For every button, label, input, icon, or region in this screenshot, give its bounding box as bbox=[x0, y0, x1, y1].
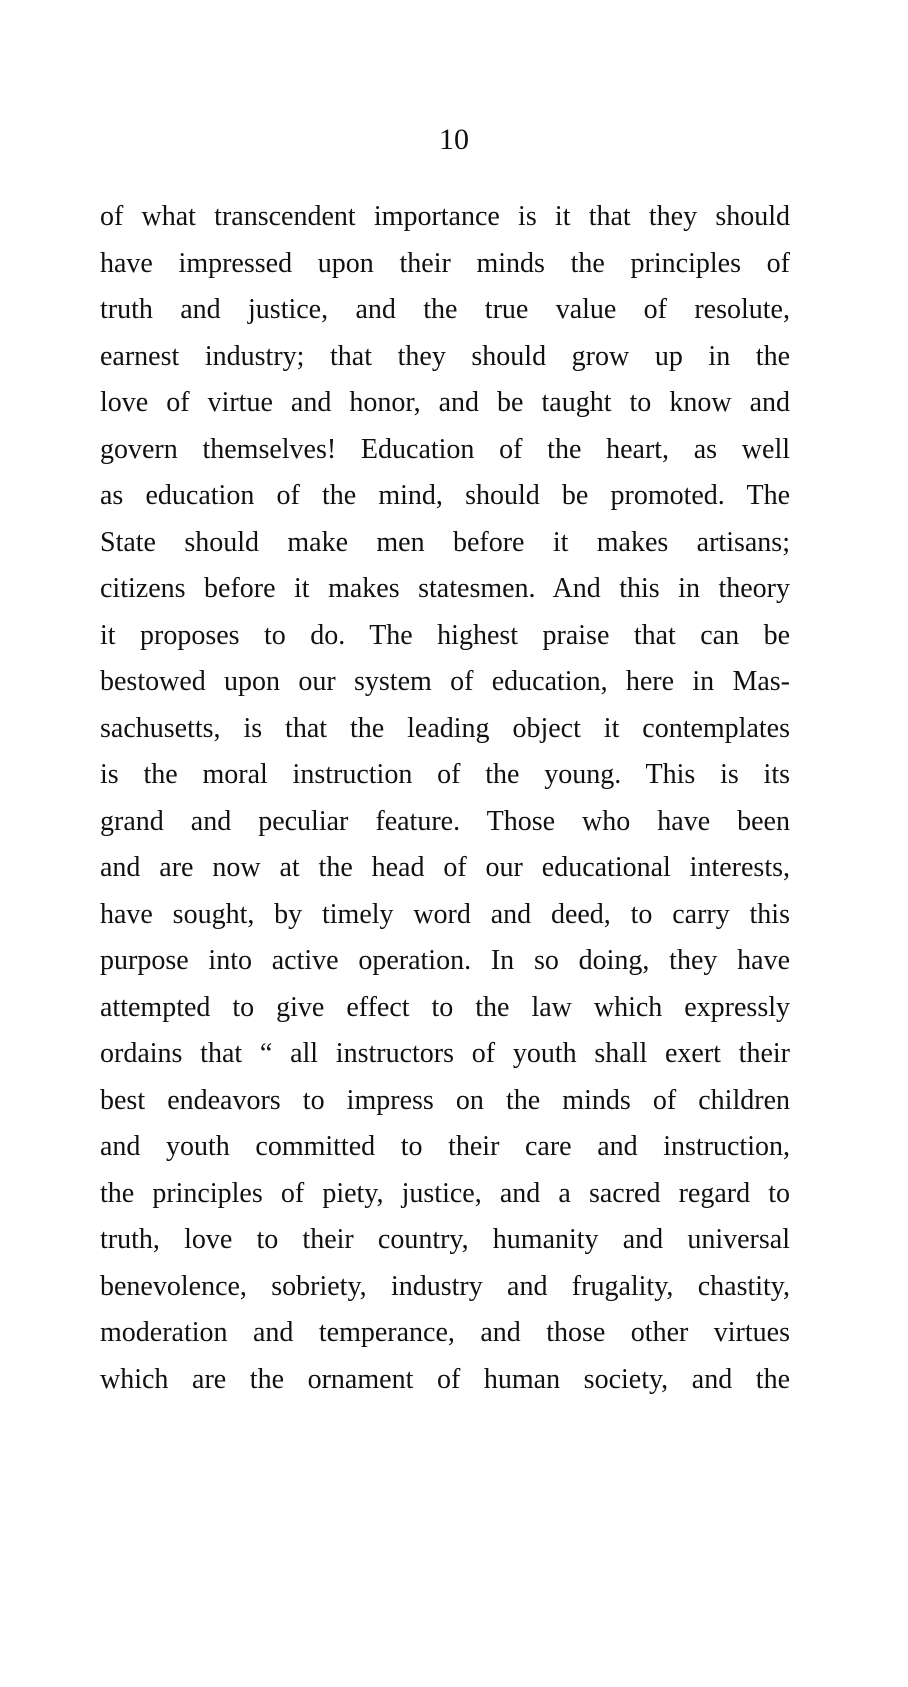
body-text bbox=[100, 194, 790, 1403]
text-line: attempted to give effect to the law which expressly bbox=[100, 991, 790, 1023]
text-line: State should make men before it makes artisans; bbox=[100, 526, 790, 558]
text-line: have sought, by timely word and deed, to carry this bbox=[100, 898, 790, 930]
text-line: is the moral instruction of the young. This is its bbox=[100, 759, 790, 790]
text-line: truth and justice, and the true value of resolute, bbox=[100, 294, 790, 325]
text-line: earnest industry; that they should grow up in the bbox=[100, 340, 790, 372]
text-line: citizens before it makes statesmen. And this in theory bbox=[100, 573, 790, 604]
text-line: love of virtue and honor, and be taught to know and bbox=[100, 387, 790, 418]
text-line: which are the ornament of human society, and the bbox=[100, 1363, 790, 1395]
text-line: best endeavors to impress on the minds of children bbox=[100, 1084, 790, 1116]
text-line: grand and peculiar feature. Those who have been bbox=[100, 805, 790, 837]
text-line: and are now at the head of our educational interests, bbox=[100, 852, 790, 883]
text-line: truth, love to their country, humanity and universal bbox=[100, 1224, 790, 1255]
page-number: 10 bbox=[439, 123, 469, 156]
text-line: purpose into active operation. In so doing, they have bbox=[100, 945, 790, 976]
text-line: and youth committed to their care and instruction, bbox=[100, 1131, 790, 1162]
text-line: benevolence, sobriety, industry and frugality, chastity, bbox=[100, 1270, 790, 1302]
text-line: moderation and temperance, and those other virtues bbox=[100, 1317, 790, 1348]
text-line: ordains that “ all instructors of youth shall exert their bbox=[100, 1038, 790, 1069]
text-line: have impressed upon their minds the principles of bbox=[100, 247, 790, 279]
text-line: govern themselves! Education of the heart, as well bbox=[100, 433, 790, 465]
text-line: as education of the mind, should be promoted. The bbox=[100, 480, 790, 511]
text-line: of what transcendent importance is it that they should bbox=[100, 201, 790, 232]
text-line: the principles of piety, justice, and a sacred regard to bbox=[100, 1177, 790, 1209]
text-line: sachusetts, is that the leading object it contemplates bbox=[100, 712, 790, 744]
text-line: it proposes to do. The highest praise that can be bbox=[100, 619, 790, 651]
text-line: bestowed upon our system of education, here in Mas- bbox=[100, 666, 790, 697]
